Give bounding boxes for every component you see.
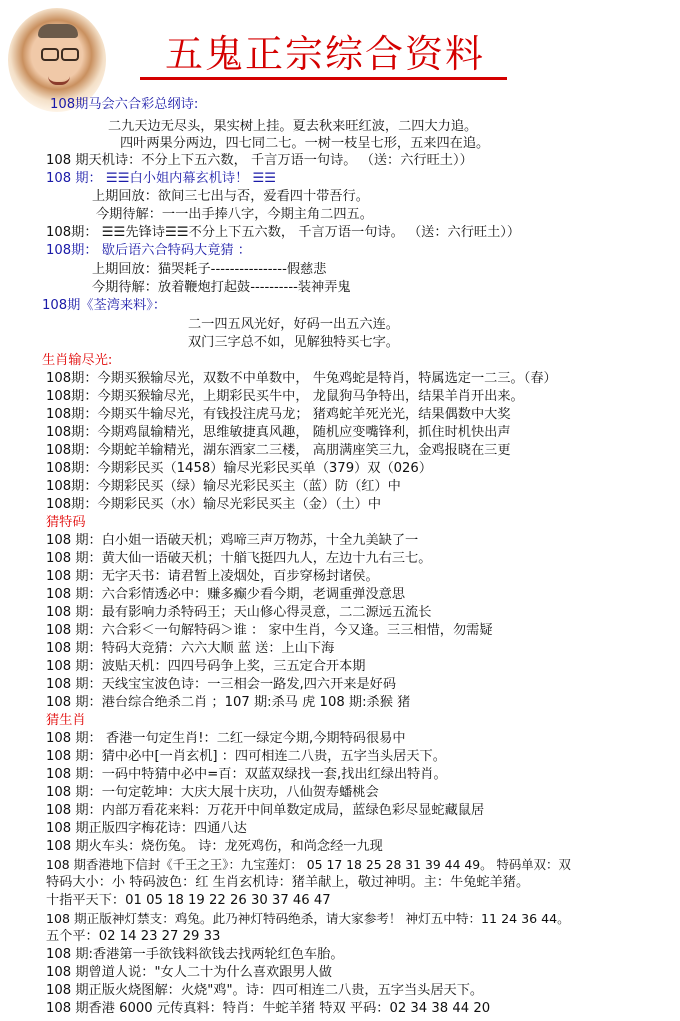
section-heading: 108期： 歇后语六合特码大竟猜 ：: [46, 243, 251, 258]
text-line: 108 期： 香港一句定生肖!：二红一绿定今期,今期特码很易中: [46, 731, 406, 746]
text-line: 二九天边无尽头，果实树上挂。夏去秋来旺红波，二四大力追。: [108, 119, 478, 134]
avatar-hair: [38, 24, 78, 38]
text-line: 108 期：六合彩情透必中：赚多癫少看今期，老调重弹没意思: [46, 587, 406, 602]
text-line: 108 期：一码中特猜中必中=百：双蓝双绿找一套,找出红绿出特肖。: [46, 767, 447, 782]
general-poem-heading: 108期马会六合彩总纲诗:: [50, 97, 199, 112]
text-line: 108 期正版火烧图解：火烧"鸡"。诗：四可相连二八贵，五字当头居天下。: [46, 983, 484, 998]
text-line: 特码大小：小 特码波色：红 生肖玄机诗：猪羊献上，敬过神明。主：牛兔蛇羊猪。: [46, 875, 530, 890]
text-line: 108期：今期彩民买（水）输尽光彩民买主（金）（土）中: [46, 497, 382, 512]
text-line: 108 期香港 6000 元传真料：特肖：牛蛇羊猪 特双 平码：02 34 38 44 20: [46, 1001, 491, 1016]
text-line: 108期：今期买猴输尽光，上期彩民买牛中， 龙鼠狗马争特出，结果羊肖开出来。: [46, 389, 524, 404]
text-line: 108 期：特码大竞猜：六六大顺 蓝 送：上山下海: [46, 641, 335, 656]
text-line: 十指平天下：01 05 18 19 22 26 30 37 46 47: [46, 893, 331, 908]
text-line: 108期： ☰☰先锋诗☰☰不分上下五六数， 千言万语一句诗。 （送：六行旺土））: [46, 225, 521, 240]
text-line: 108 期天机诗：不分上下五六数， 千言万语一句诗。 （送：六行旺土））: [46, 153, 473, 168]
text-line: 108 期：一句定乾坤：大庆大展十庆功，八仙贺寿蟠桃会: [46, 785, 379, 800]
text-line: 双门三字总不如，见解独特买七字。: [188, 335, 399, 350]
text-line: 四叶两果分两边，四七同二七。一树一枝呈七形，五来四在追。: [120, 136, 490, 151]
text-line: 108 期香港地下信封《千王之王》：九宝莲灯： 05 17 18 25 28 31 39 44 49。 特码单双：双: [46, 857, 571, 872]
text-line: 108 期：六合彩＜一句解特码＞谁 ： 家中生肖，今又逢。三三相惜，勿需疑: [46, 623, 493, 638]
page-title: 五鬼正宗综合资料: [164, 32, 485, 76]
title-underline: [140, 77, 507, 80]
avatar-glasses-left: [41, 48, 59, 61]
text-line: 108 期：黄大仙一语破天机；十艏飞挺四九人，左边十九右三七。: [46, 551, 432, 566]
text-line: 上期回放：猫哭耗子----------------假慈悲: [92, 262, 327, 277]
text-line: 108 期正版四字梅花诗：四通八达: [46, 821, 247, 836]
section-heading-guess-zodiac: 猜生肖: [46, 713, 86, 728]
text-line: 108 期曾道人说："女人二十为什么喜欢跟男人做: [46, 965, 332, 980]
avatar-mouth: [48, 76, 70, 85]
text-line: 今期待解：放着鞭炮打起鼓----------装神弄鬼: [92, 280, 351, 295]
text-line: 108期：今期买牛输尽光，有钱投注虎马龙； 猪鸡蛇羊死光光，结果偶数中大奖: [46, 407, 511, 422]
text-line: 108 期:香港第一手欲钱料欲钱去找两轮红色车胎。: [46, 947, 344, 962]
text-line: 108 期：白小姐一语破天机；鸡啼三声万物苏，十全九美缺了一: [46, 533, 419, 548]
section-heading: 108期《荃湾来料》：: [42, 298, 167, 313]
text-line: 二一四五风光好，好码一出五六连。: [188, 317, 399, 332]
text-line: 108 期：港台综合绝杀二肖 ；107 期:杀马 虎 108 期:杀猴 猪: [46, 695, 411, 710]
text-line: 108期：今期鸡鼠输精光，思维敏捷真风趣， 随机应变嘴锋利，抓住时机快出声: [46, 425, 511, 440]
text-line: 108期：今期蛇羊输精光，湖东酒家二三楼， 高朋满座笑三九，金鸡报晓在三更: [46, 443, 511, 458]
text-line: 108期：今期彩民买（绿）输尽光彩民买主（蓝）防（红）中: [46, 479, 401, 494]
text-line: 上期回放：欲间三七出与否，爱看四十带吾行。: [92, 189, 369, 204]
text-line: 108 期正版神灯禁支：鸡兔。此乃神灯特码绝杀，请大家参考！ 神灯五中特：11 24 36 44。: [46, 911, 570, 926]
text-line: 108 期：猜中必中[一肖玄机] ：四可相连二八贵，五字当头居天下。: [46, 749, 446, 764]
section-heading-guess-code: 猜特码: [46, 515, 86, 530]
text-line: 108 期：天线宝宝波色诗：一三相会一路发,四六开来是好码: [46, 677, 397, 692]
section-heading-zodiac-lose: 生肖输尽光:: [42, 353, 113, 368]
text-line: 108 期：无字天书：请君暂上凌烟处，百步穿杨封诸侯。: [46, 569, 379, 584]
text-line: 108期：今期买猴输尽光，双数不中单数中， 牛兔鸡蛇是特肖，特属选定一二三。（春）: [46, 371, 557, 386]
text-line: 108期：今期彩民买（1458）输尽光彩民买单（379）双（026）: [46, 461, 433, 476]
avatar-glasses-right: [61, 48, 79, 61]
section-heading: 108 期： ☰☰白小姐内幕玄机诗！ ☰☰: [46, 171, 277, 186]
text-line: 108 期：内部万看花来料：万花开中间单数定成局，蓝绿色彩尽显蛇藏鼠居: [46, 803, 485, 818]
text-line: 108 期：波贴天机：四四号码争上奖，三五定合开本期: [46, 659, 366, 674]
text-line: 108 期火车头：烧伤兔。 诗：龙死鸡伤，和尚念经一九现: [46, 839, 383, 854]
text-line: 今期待解：一一出手捧八字，今期主角二四五。: [96, 207, 373, 222]
text-line: 五个平：02 14 23 27 29 33: [46, 929, 221, 944]
text-line: 108 期：最有影响力杀特码王；天山修心得灵意，二二源远五流长: [46, 605, 432, 620]
